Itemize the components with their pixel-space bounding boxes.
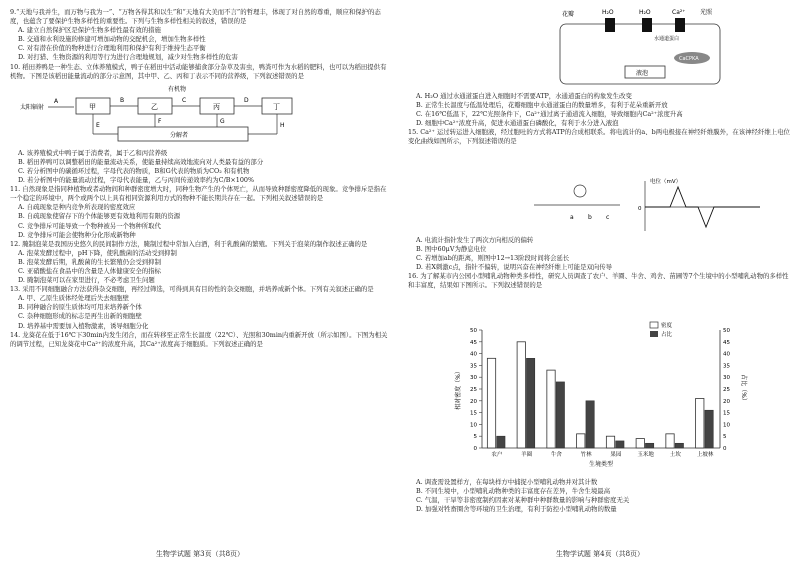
bar-proportion <box>586 401 594 448</box>
cell-diagram <box>550 6 730 88</box>
y-tick-label: 10 <box>470 422 477 429</box>
y-axis-title-right: 占比（%） <box>740 374 747 404</box>
y-tick-label: 20 <box>470 398 477 405</box>
question-10-options <box>10 149 388 185</box>
cell-label-light: 光照 <box>700 9 713 16</box>
option: B. 正常生长温度与低温处理后，花瓣细胞中水通道蛋白的数量增多，有利于花朵重新开放 <box>416 101 668 110</box>
option: A. 调查需设置样方，在每块样方中捕捉小型哺乳动物并对其计数 <box>416 478 598 486</box>
bar-density <box>606 436 614 448</box>
arrow-label-a: A <box>54 97 59 105</box>
y-tick-label: 40 <box>470 351 477 358</box>
option: D. 腌制泡菜可以在家里进行，不必考虑卫生问题 <box>18 276 155 285</box>
question-16-options <box>408 478 790 514</box>
option: B. 图中60μV为静息电位 <box>416 245 487 254</box>
bar-density <box>547 370 555 448</box>
cell-label-petal: 花瓣 <box>562 11 575 18</box>
arrow-label-e: E <box>96 121 100 129</box>
option: C. 气温，干旱等非密度制约因素对某种群中种群数量的影响与种群密度无关 <box>416 496 630 505</box>
option: D. 培养基中需要加入植物激素，诱导细胞分化 <box>18 321 149 330</box>
question-stem: 14. 龙葵花在低于16℃下30min内发生闭合，而在转移至正常生长温度（22℃）、光照和30min内重新开放（所示如图）。下图为相关的调节过程，已知龙葵花中Ca²⁺的浓度升高，其Ca²⁺浓度高于细胞质。下列叙述正确的是 <box>10 330 388 348</box>
question-15-options <box>408 236 790 272</box>
right-question-column <box>408 92 790 147</box>
question-stem: 12. 腌制泡菜是我国历史悠久的民间制作方法，腌制过程中常加入白酒，利于乳酸菌的繁殖。下列关于泡菜的制作叙述正确的是 <box>10 239 368 248</box>
box-label-ding: 丁 <box>273 102 280 111</box>
bar-proportion <box>526 358 534 448</box>
x-tick-label: 农户 <box>491 452 503 458</box>
page-footer: 生物学试题 第3页（共8页） <box>155 550 245 558</box>
axis-label-c: c <box>606 214 610 221</box>
bar-proportion <box>616 441 624 448</box>
cell-label-ca: Ca²⁺ <box>672 9 686 16</box>
option: C. 杂种细胞形成的标志是再生出新的细胞壁 <box>18 312 142 321</box>
option: A. 建立自然保护区是保护生物多样性最有效的措施 <box>18 26 161 35</box>
bar-density <box>696 398 704 448</box>
y-tick-label-right: 0 <box>723 446 727 452</box>
question-10 <box>10 63 388 81</box>
option: D. 竞争排斥可能会使物种分化形成新物种 <box>18 230 136 239</box>
chart-bars <box>487 342 713 448</box>
y-tick-label: 0 <box>473 446 477 452</box>
x-tick-label: 羊圈 <box>521 452 533 458</box>
bar-proportion <box>675 443 683 448</box>
option: D. 对打猎、生物资源的利用等行为进行合理地规划，减少对生物多样性的危害 <box>18 53 238 62</box>
x-tick-label: 上坡林 <box>696 452 714 458</box>
y-tick-label: 5 <box>473 434 477 441</box>
x-tick-label: 牛舍 <box>550 452 562 458</box>
bar-density <box>577 434 585 448</box>
y-tick-label-right: 40 <box>723 351 730 358</box>
question-15 <box>408 128 790 146</box>
option: C. 若分析图中的碳循环过程，字母代表的物质，B和G代表的物质为CO₂ 和有机物 <box>18 166 250 175</box>
box-label-yi: 乙 <box>151 102 158 111</box>
bar-proportion <box>497 436 505 448</box>
axis-label-a: a <box>570 214 574 221</box>
option: B. 自疏现象使留存下的个体能够更有效地利用有限的资源 <box>18 212 181 221</box>
graph-ylabel: 电位（mV） <box>650 179 682 185</box>
option: A. H₂O 通过水通道蛋白进入细胞时不需要ATP，水通道蛋白的构象发生改变 <box>416 92 632 100</box>
x-tick-label: 果园 <box>610 452 622 458</box>
option: B. 交通和水利设施的修建可增加动物的交配机会，增加生物多样性 <box>18 35 206 44</box>
x-tick-label: 玉米地 <box>637 452 654 458</box>
y-tick-label-right: 20 <box>723 398 730 405</box>
question-11 <box>10 185 388 240</box>
cell-label-h2o-1: H₂O <box>602 9 614 16</box>
y-tick-label: 35 <box>470 363 477 370</box>
y-axis-title-left: 相对密度（%） <box>455 368 462 410</box>
option: C. 在16℃低温下，22℃光照条件下，Ca²⁺通过离子通道流入细胞，导致细胞内Ca²⁺浓度升高 <box>416 110 683 119</box>
question-stem: 9.“天地与我并生，而万物与我为一”、“万物各得其和以生”和“天地有大美而不言”的哲理丰，体现了对自然的尊重，顺应和保护的态度，也蕴含了要保护生物多样性的重要性。下列与生物多样性相关的叙述，错误的是 <box>10 8 381 26</box>
channel-2 <box>642 18 652 32</box>
question-9 <box>10 8 388 63</box>
y-tick-label-right: 30 <box>723 375 730 382</box>
potential-graph <box>530 175 770 235</box>
question-14 <box>10 331 388 349</box>
right-question-column-3 <box>408 478 790 514</box>
option: B. 不同生境中，小型哺乳动物种类的丰富度存在差异，牛舍生境最高 <box>416 487 611 496</box>
legend-label-proportion: 占比 <box>661 332 673 338</box>
y-tick-label: 25 <box>470 387 477 393</box>
legend-swatch-density <box>650 322 658 328</box>
galvanometer <box>574 185 586 197</box>
y-tick-label-right: 5 <box>723 434 727 441</box>
box-label-jia: 甲 <box>89 102 96 111</box>
arrow-label-f: F <box>158 117 162 125</box>
y-tick-label: 50 <box>470 328 477 334</box>
question-stem: 16. 为了解某市内公园小型哺乳动物种类多样性，研究人员调查了农户、羊圈、牛舍、鸡舍、苗圃等7个生境中的小型哺乳动物的多样性和丰富度，结果如下图所示。下列叙述错误的是 <box>408 272 789 290</box>
cell-label-vacuole: 液泡 <box>636 70 649 77</box>
option: C. 若增加ab的距离，则图中12→13阶段时间将会延长 <box>416 254 570 263</box>
x-axis-title: 生境类型 <box>588 461 614 468</box>
channel-1 <box>605 18 615 32</box>
legend-swatch-proportion <box>650 331 658 337</box>
question-stem: 15. Ca²⁺ 运过转运进入细胞液，经过胞吐的方式将ATP的合成相联系。将电流计的a、b两电极接在神经纤维膜外，在该神经纤维上电位变化曲线如图所示，下列叙述错误的是 <box>408 128 790 146</box>
option: A. 甲、乙原生质体经处理后失去细胞壁 <box>18 294 129 303</box>
question-16 <box>408 272 790 290</box>
y-tick-label: 15 <box>470 410 477 417</box>
arrow-label-g: G <box>220 117 225 125</box>
x-tick-label: 竹林 <box>580 452 592 458</box>
y-tick-label-right: 45 <box>723 339 730 346</box>
chart-axes <box>479 330 720 448</box>
question-14-options <box>408 92 790 128</box>
option: C. 亚硝酸盐在食品中的含量是人体健康安全的指标 <box>18 266 161 275</box>
box-label-bing: 丙 <box>213 102 220 111</box>
legend-label-density: 密度 <box>661 323 673 329</box>
right-page <box>400 0 800 565</box>
bar-proportion <box>705 410 713 448</box>
bar-density <box>487 358 495 448</box>
x-tick-label: 土坎 <box>669 452 681 458</box>
cell-label-h2o-2: H₂O <box>639 9 651 16</box>
y-tick-label-right: 15 <box>723 410 730 417</box>
energy-flow-diagram <box>18 83 298 147</box>
organic-matter-label: 有机物 <box>168 85 187 93</box>
option: C. 竞争排斥可能导致一个物种被另一个物种所取代 <box>18 221 161 230</box>
decomposer-label: 分解者 <box>170 131 189 139</box>
option: D. 加强对牲畜圈舍等环境的卫生治理，有利于防控小型哺乳动物的数量 <box>416 505 617 514</box>
y-tick-label-right: 10 <box>723 422 730 429</box>
axis-label-b: b <box>588 214 592 221</box>
y-tick-label-right: 35 <box>723 363 730 370</box>
option: D. 细胞中Ca²⁺浓度升高，促进水通道蛋白磷酸化，有利于水分进入液泡 <box>416 119 619 128</box>
option: B. 泡菜发酵后期，乳酸菌的生长繁殖仍会受到抑制 <box>18 257 161 266</box>
y-tick-label-right: 25 <box>723 387 730 393</box>
option: B. 同种融合的原生质体均可用来培养新个体 <box>18 303 142 312</box>
channel-3 <box>675 18 685 32</box>
arrow-label-b: B <box>120 96 125 104</box>
option: A. 自疏现象是种内竞争所表现的密度效应 <box>18 203 136 212</box>
option: A. 该养殖模式中鸭子属于消费者，属于乙和丙营养级 <box>18 148 168 157</box>
sun-label: 太阳辐射 <box>20 103 45 111</box>
y-tick-label: 30 <box>470 375 477 382</box>
y-tick-label-right: 50 <box>723 328 730 334</box>
y-tick-label: 45 <box>470 339 477 346</box>
question-13 <box>10 285 388 330</box>
option: D. 若X刺激c点，指针不偏转，说明兴奋在神经纤维上可能是双向传导 <box>416 263 613 272</box>
question-stem: 11. 自然现象是指同种植物或者动物间和种群密度增大时，同种生物产生的个体死亡，从而导致种群密度降低的现象。竞争排斥是指在一个稳定的环境中，两个或两个以上具有相同资源利用方式的物种不能长期共存在一起。下列相关叙述错误的是 <box>10 185 387 203</box>
bar-density <box>636 439 644 448</box>
bar-proportion <box>645 443 653 448</box>
option: B. 稻田养鸭可以调整稻田的能量流动关系，使能量持续高效地流向对人类最有益的部分 <box>18 157 264 166</box>
arrow-label-c: C <box>182 96 187 104</box>
bar-density <box>666 434 674 448</box>
right-question-column-2 <box>408 236 790 291</box>
arrow-label-h: H <box>280 121 285 129</box>
option: C. 对有潜在价值的物种进行合理地利用和保护有利于维持生态平衡 <box>18 44 206 53</box>
arrow-label-d: D <box>244 96 249 104</box>
left-question-column <box>10 8 388 349</box>
cell-label-cacpk: CaCPKA <box>679 56 699 62</box>
option: A. 电流计指针发生了两次方向相反的偏转 <box>416 236 534 244</box>
question-stem: 13. 采用不同细胞融合方法获得杂交细胞，再经过筛选，可得到具有目的性的杂交细胞，并培养成新个体。下列有关叙述正确的是 <box>10 285 374 294</box>
page-footer: 生物学试题 第4页（共8页） <box>555 550 645 558</box>
graph-zero: 0 <box>638 206 642 212</box>
option: A. 泡菜发酵过程中，pH下降，使乳酸菌的活动受到抑制 <box>18 248 177 257</box>
habitat-bar-chart <box>450 316 750 476</box>
option: D. 若分析图中的能量流动过程，字母代表能量，乙与丙间传递效率约为C/B×100% <box>18 176 255 185</box>
bar-proportion <box>556 382 564 448</box>
question-12 <box>10 240 388 285</box>
bar-density <box>517 342 525 448</box>
question-stem: 10. 稻田养鸭是一种生态、立体养殖模式，鸭子在稻田中活动能够捕食部分杂草及害虫，鸭粪可作为水稻的肥料，也可以为稻田提供有机物。下图是该稻田能量流动的部分示意图，其中甲、乙、丙和丁表示不同的营养级，下列叙述错误的是 <box>10 62 387 80</box>
cell-label-aquaporin: 水通道蛋白 <box>654 36 680 42</box>
